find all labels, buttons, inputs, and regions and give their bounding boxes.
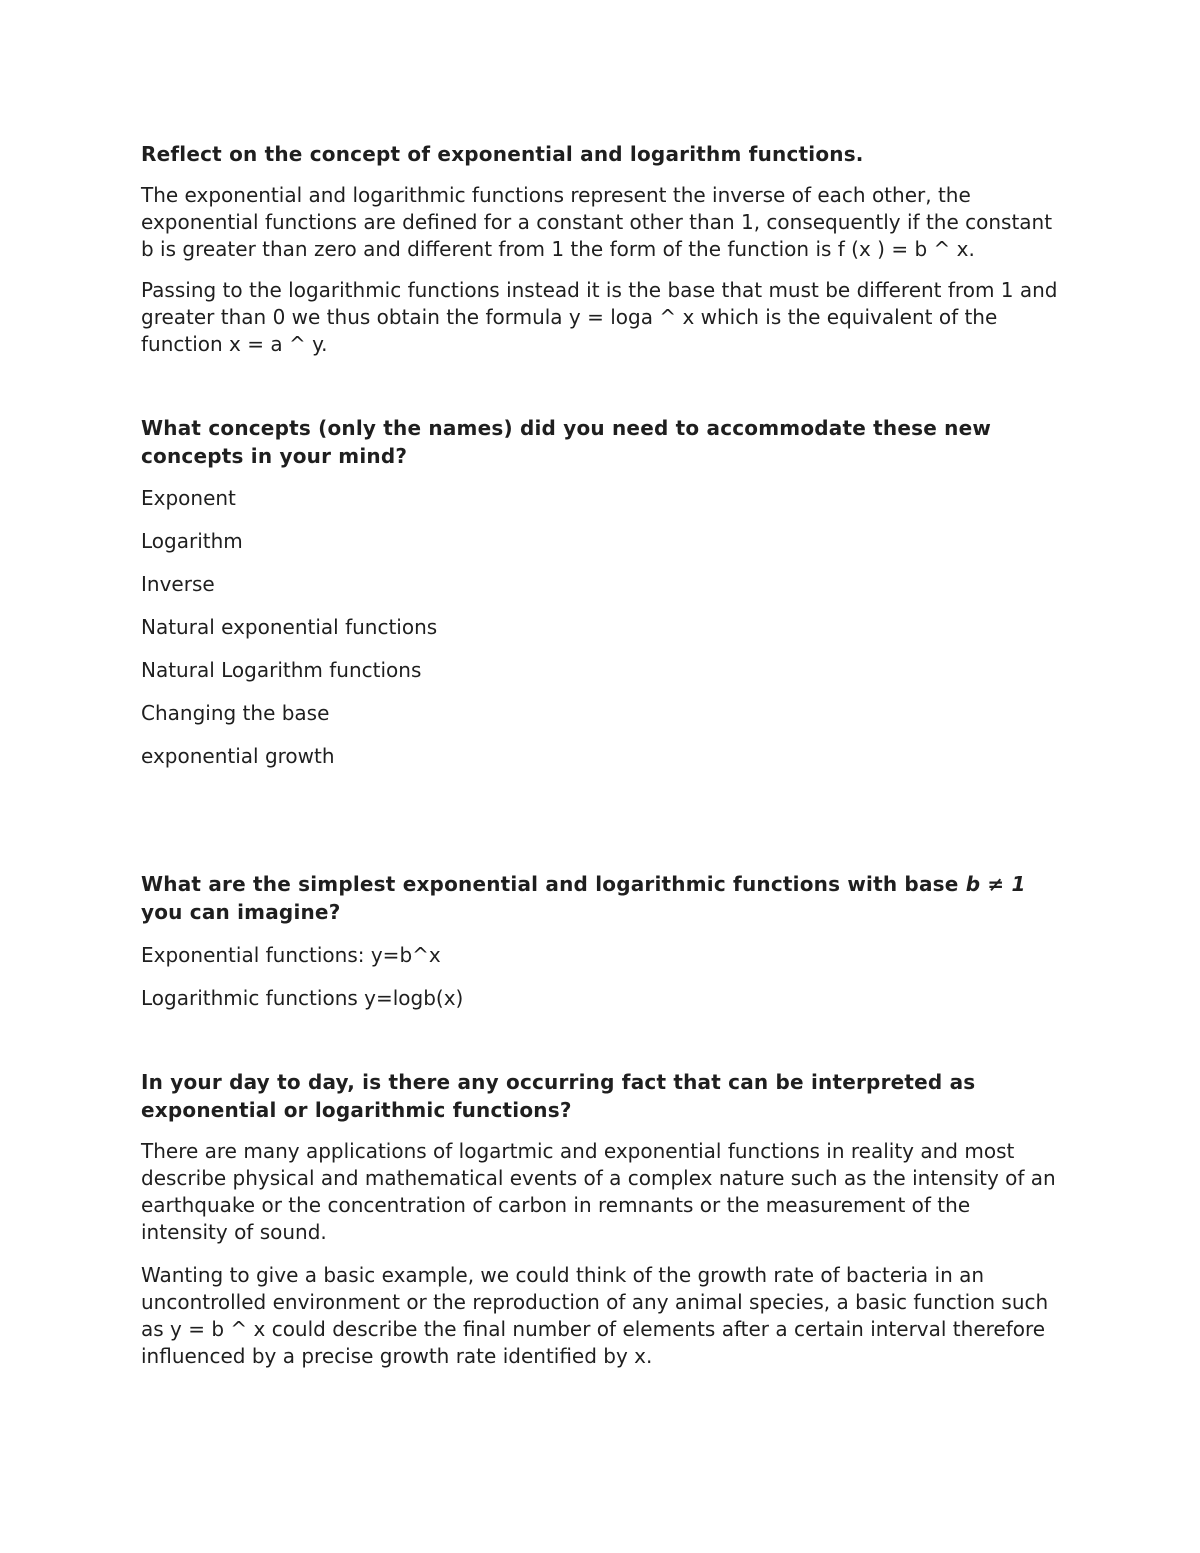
concept-item-natural-logarithm: Natural Logarithm functions — [141, 658, 422, 682]
section-3-heading — [141, 870, 1061, 926]
simplest-logarithmic-function: Logarithmic functions y=logb(x) — [141, 986, 464, 1010]
section-1-paragraph-2: Passing to the logarithmic functions instead it is the base that must be different from 1 and greater than 0 we thus obtain the formula y = loga ^ x which is the equivalent of the function x = a ^ y. — [141, 278, 1058, 356]
section-3-heading-text-end: you can imagine? — [141, 900, 341, 924]
section-3-heading-text: What are the simplest exponential and logarithmic functions with base — [141, 872, 966, 896]
concept-item-natural-exponential: Natural exponential functions — [141, 615, 438, 639]
section-4-heading: In your day to day, is there any occurring fact that can be interpreted as exponential or logarithmic functions? — [141, 1070, 976, 1122]
section-3-heading-neq: ≠ — [980, 872, 1012, 896]
document-page — [141, 140, 1061, 1370]
concept-item-exponential-growth: exponential growth — [141, 744, 335, 768]
section-1-heading: Reflect on the concept of exponential and logarithm functions. — [141, 142, 864, 166]
concept-item-logarithm: Logarithm — [141, 529, 243, 553]
simplest-exponential-function: Exponential functions: y=b^x — [141, 943, 441, 967]
section-4-paragraph-1: There are many applications of logartmic and exponential functions in reality and most describe physical and mathematical events of a complex nature such as the intensity of an earthquake or the concentration of carbon in remnants or the measurement of the intensity of sound. — [141, 1139, 1056, 1244]
section-3-heading-variable-b: b — [965, 872, 981, 896]
section-2-heading: What concepts (only the names) did you need to accommodate these new concepts in your mind? — [141, 416, 992, 468]
section-3-heading-one: 1 — [1011, 872, 1026, 896]
concept-item-exponent: Exponent — [141, 486, 236, 510]
concept-item-changing-base: Changing the base — [141, 701, 330, 725]
concept-item-inverse: Inverse — [141, 572, 215, 596]
section-1-paragraph-1: The exponential and logarithmic functions represent the inverse of each other, the exponential functions are defined for a constant other than 1, consequently if the constant b is greater than zero and different from 1 the form of the function is f (x ) = b ^ x. — [141, 183, 1053, 261]
section-4-paragraph-2: Wanting to give a basic example, we could think of the growth rate of bacteria in an uncontrolled environment or the reproduction of any animal species, a basic function such as y = b ^ x could describe the final number of elements after a certain interval therefore influenced by a precise growth rate identified by x. — [141, 1263, 1049, 1368]
